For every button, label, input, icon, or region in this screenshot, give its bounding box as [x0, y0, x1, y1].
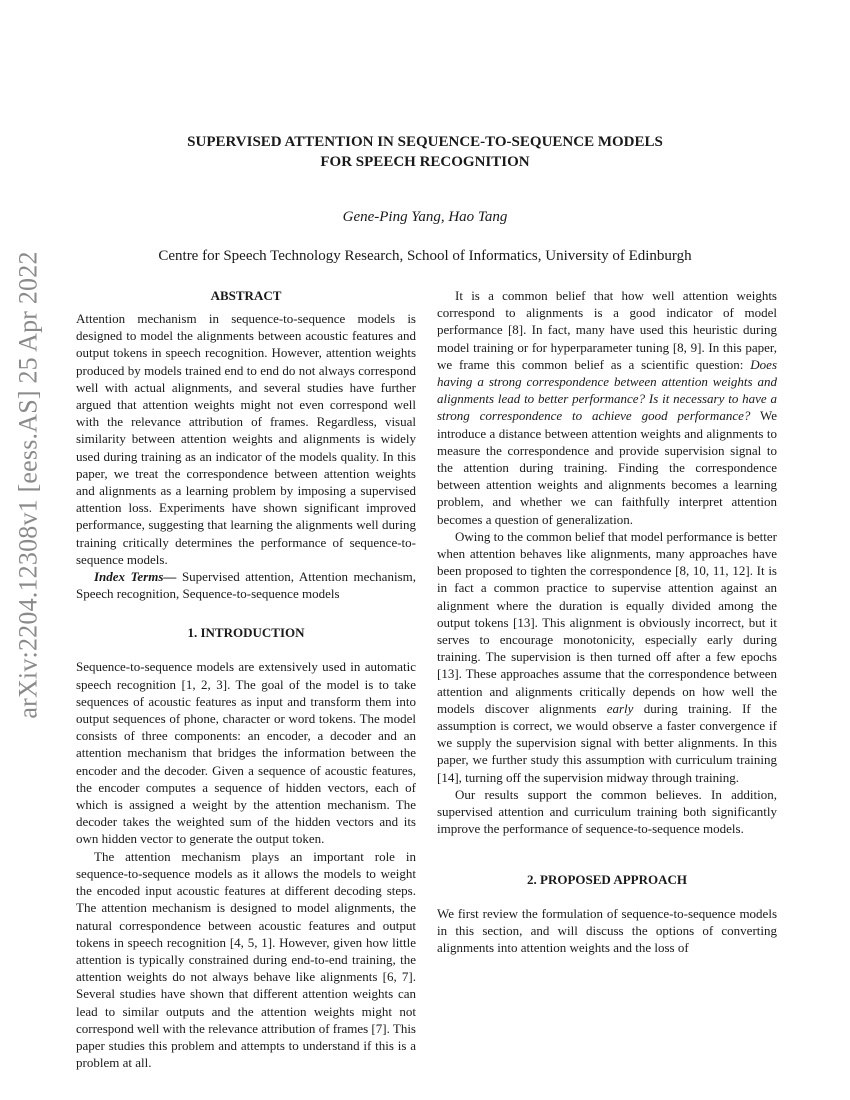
intro-paragraph-5: Our results support the common believes. In addition, supervised attention and curriculum training both significantly improve the performance of sequence-to-sequence models. [437, 786, 777, 837]
intro-paragraph-4-rest: during training. If the assumption is correct, we would observe a faster convergence if we supply the supervision signal with better alignments. In this paper, we further study this assumption with curriculum training [14], turning off the supervision midway through training. [437, 700, 777, 785]
paper-affiliation: Centre for Speech Technology Research, School of Informatics, University of Edinburgh [158, 248, 692, 264]
approach-heading: 2. PROPOSED APPROACH [527, 871, 687, 887]
abstract-heading: ABSTRACT [210, 288, 282, 303]
intro-paragraph-3-text: It is a common belief that how well attention weights correspond to alignments is a good indicator of model performance [8]. In fact, many have used this heuristic during model training or for hyperparameter tuning [8, 9]. In this paper, we frame this common belief as a scientific question: [437, 288, 777, 372]
intro-paragraph-4 [437, 528, 777, 786]
intro-paragraph-2: The attention mechanism plays an important role in sequence-to-sequence models as it allows the models to weight the encoded input acoustic features at different decoding steps. The attention mechanism is designed to model alignments, the natural correspondence between acoustic features and output tokens in speech recognition [4, 5, 1]. However, given how little attention is typically constrained during end-to-end training, the attention weights do not always behave like alignments [6, 7]. Several studies have shown that different attention weights can lead to similar outputs and the attention weights might not correspond well with the relevance attribution of frames [7]. This paper studies this problem and attempts to understand if this is a problem at all. [76, 848, 416, 1071]
index-terms-text: Supervised attention, Attention mechanism, Speech recognition, Sequence-to-sequence models [76, 569, 416, 602]
paper-header [75, 132, 775, 265]
right-column [437, 287, 777, 956]
arxiv-identifier-text: arXiv:2204.12308v1 [eess.AS] 25 Apr 2022 [14, 251, 44, 719]
index-terms [76, 568, 416, 602]
arxiv-identifier [4, 251, 54, 719]
index-terms-label: Index Terms— [94, 569, 177, 585]
intro-paragraph-3-rest: We introduce a distance between attention weights and alignments to measure the correspondence and provide supervision signal to the attention during training. Finding the correspondence between attention weights and alignments becomes a learning problem, and whether we can faithfully interpret attention becomes a question of generalization. [437, 408, 778, 527]
paper-title: SUPERVISED ATTENTION IN SEQUENCE-TO-SEQUENCE MODELS FOR SPEECH RECOGNITION [187, 134, 663, 170]
emphasis-early: early [606, 700, 634, 716]
paper-authors: Gene-Ping Yang, Hao Tang [342, 209, 508, 225]
research-question: Does having a strong correspondence between attention weights and alignments lead to better performance? Is it necessary to have a strong correspondence to achieve good performance? [437, 356, 777, 424]
left-column [76, 287, 416, 1071]
intro-paragraph-1: Sequence-to-sequence models are extensively used in automatic speech recognition [1, 2, 3]. The goal of the model is to take sequences of acoustic features as input and transform them into output sequences of phone, character or word tokens. The model consists of three components: an encoder, a decoder and an attention mechanism that bridges the information between the encoder and the decoder. Given a sequence of acoustic features, the encoder computes a sequence of hidden vectors, each of which is assigned a weight by the attention mechanism. The decoder takes the weighted sum of the hidden vectors and its own hidden vector to generate the output token. [76, 659, 416, 847]
intro-paragraph-4-text: Owing to the common belief that model performance is better when attention behaves like alignments, many approaches have been proposed to tighten the correspondence [8, 10, 11, 12]. It is in fact a common practice to supervise attention against an alignment where the duration is equally divided among the output tokens [13]. This alignment is obviously incorrect, but it serves to encourage monotonicity, especially early during training. The supervision is then turned off after a few epochs [13]. These approaches assume that the correspondence between attention and alignments critically depends on how well the models discover alignments [437, 528, 777, 716]
abstract-body: Attention mechanism in sequence-to-sequence models is designed to model the alignments between acoustic features and output tokens in speech recognition. However, attention weights produced by models trained end to end do not always correspond well with actual alignments, and several studies have further argued that attention weights might not even correspond well with the relevance attribution of frames. Regardless, visual similarity between attention weights and alignments is widely used during training as an indicator of the models quality. In this paper, we treat the correspondence between attention weights and alignments as a learning problem by imposing a supervised attention loss. Experiments have shown significant improved performance, suggesting that learning the alignments well during training critically determines the performance of sequence-to-sequence models. [76, 311, 416, 567]
intro-paragraph-3 [437, 287, 777, 528]
introduction-heading: 1. INTRODUCTION [187, 625, 305, 641]
approach-paragraph-1: We first review the formulation of sequence-to-sequence models in this section, and will discuss the options of converting alignments into attention weights and the loss of [437, 905, 777, 955]
